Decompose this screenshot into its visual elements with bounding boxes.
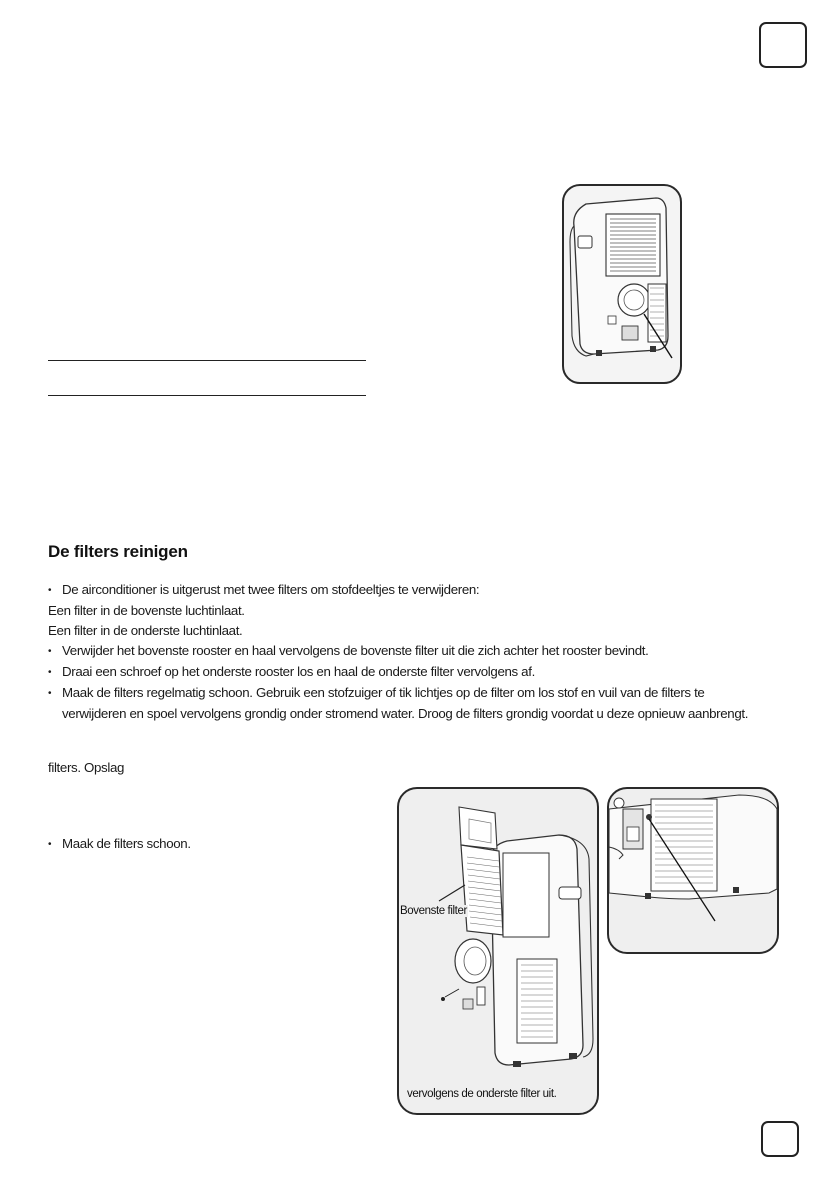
intro-bullet: • De airconditioner is uitgerust met twee filters om stofdeeltjes te verwijderen: xyxy=(48,580,808,601)
unit-rear-illustration xyxy=(564,186,680,382)
figure-lower-grille-screw xyxy=(607,787,779,954)
filter-removal-illustration xyxy=(399,789,597,1113)
blank-line xyxy=(48,360,366,361)
section-body xyxy=(48,580,808,724)
step-clean-filters: • Maak de filters regelmatig schoon. Gebruik een stofzuiger of tik lichtjes op de filter om los stof en vuil van de filters te xyxy=(48,683,808,704)
storage-label: filters. Opslag xyxy=(48,760,125,775)
upper-filter-label: Bovenste filter xyxy=(400,905,467,917)
page-number-box xyxy=(761,1121,799,1157)
step-remove-upper-grille: • Verwijder het bovenste rooster en haal vervolgens de bovenste filter uit die zich achter het rooster bevindt. xyxy=(48,641,808,662)
lower-filter-caption: vervolgens de onderste filter uit. xyxy=(407,1088,557,1100)
storage-clean-note: • Maak de filters schoon. xyxy=(48,836,191,851)
section-heading: De filters reinigen xyxy=(48,542,188,561)
filter-top-line: Een filter in de bovenste luchtinlaat. xyxy=(48,603,245,618)
page-tab-marker-top xyxy=(759,22,807,68)
step-clean-filters-cont: verwijderen en spoel vervolgens grondig onder stromend water. Droog de filters grondig voordat u deze opnieuw aanbrengt. xyxy=(62,706,749,721)
step-unscrew-lower-grille: • Draai een schroef op het onderste rooster los en haal de onderste filter vervolgens af. xyxy=(48,662,808,683)
figure-unit-rear xyxy=(562,184,682,384)
blank-line xyxy=(48,395,366,396)
filter-bottom-line: Een filter in de onderste luchtinlaat. xyxy=(48,623,243,638)
lower-grille-closeup-illustration xyxy=(609,789,777,952)
figure-filter-removal xyxy=(397,787,599,1115)
